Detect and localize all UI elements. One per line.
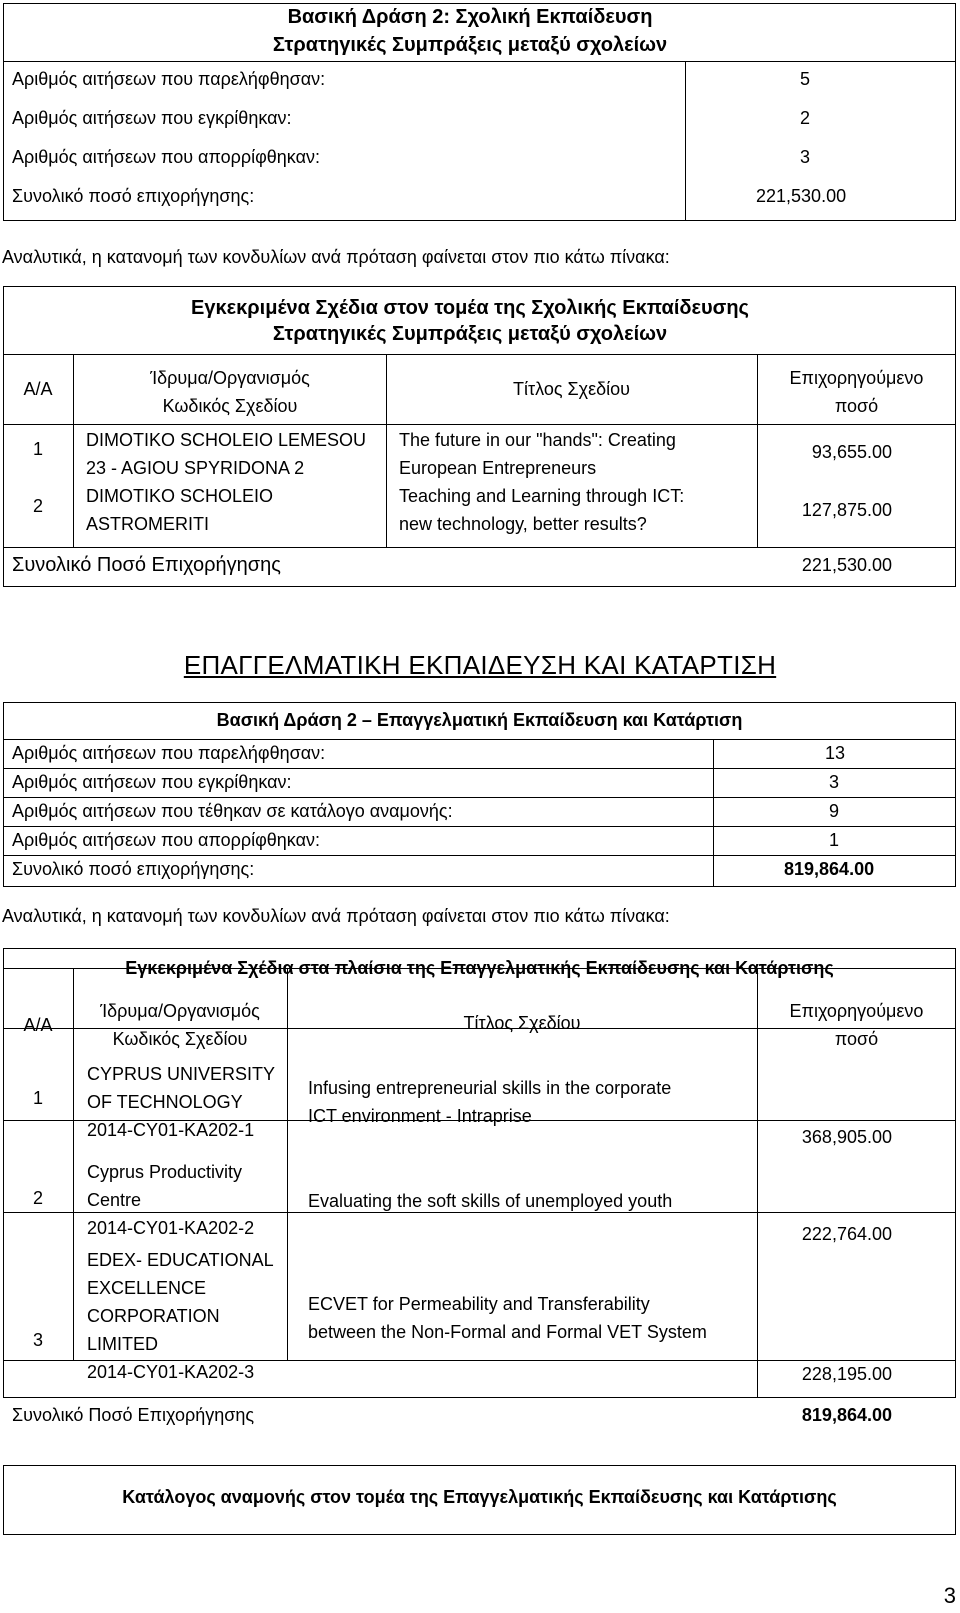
school-intro-text: Αναλυτικά, η κατανομή των κονδυλίων ανά πρόταση φαίνεται στον πιο κάτω πίνακα: xyxy=(2,247,670,267)
school-row-1-title: The future in our "hands": Creating European Entrepreneurs xyxy=(399,430,676,478)
school-summary-title-2: Στρατηγικές Συμπράξεις μεταξύ σχολείων xyxy=(272,34,668,56)
vet-header-aa: Α/Α xyxy=(23,1015,53,1035)
vet-row-1-aa: 1 xyxy=(32,1088,43,1108)
school-total-label: Συνολικό Ποσό Επιχορήγησης xyxy=(12,554,281,576)
school-summary-value-total: 221,530.00 xyxy=(756,186,847,206)
school-row-2-org: DIMOTIKO SCHOLEIO ASTROMERITI xyxy=(86,486,274,534)
vet-summary-value-received: 13 xyxy=(825,743,846,763)
vet-row-2-amount: 222,764.00 xyxy=(801,1224,892,1244)
school-summary-label-rejected: Αριθμός αιτήσεων που απορρίφθηκαν: xyxy=(12,147,320,167)
vet-summary-value-total: 819,864.00 xyxy=(784,859,875,879)
vet-row-2-title: Evaluating the soft skills of unemployed youth xyxy=(308,1191,673,1211)
school-summary-label-approved: Αριθμός αιτήσεων που εγκρίθηκαν: xyxy=(12,108,292,128)
vet-row-1-org: CYPRUS UNIVERSITY OF TECHNOLOGY 2014-CY01-KA202-1 xyxy=(87,1064,276,1140)
school-row-1-amount: 93,655.00 xyxy=(811,442,892,462)
vet-row-3-org: EDEX- EDUCATIONAL EXCELLENCE CORPORATION LIMITED 2014-CY01-KA202-3 xyxy=(87,1250,274,1382)
vet-row-3-title: ECVET for Permeability and Transferability between the Non-Formal and Formal VET System xyxy=(308,1294,707,1342)
vet-total-value: 819,864.00 xyxy=(801,1405,892,1425)
vet-header-amount: Επιχορηγούμενο ποσό xyxy=(789,1001,924,1049)
school-summary-value-approved: 2 xyxy=(800,108,811,128)
vet-table-title: Εγκεκριμένα Σχέδια στα πλαίσια της Επαγγελματικής Εκπαίδευσης και Κατάρτισης xyxy=(125,958,834,978)
school-row-2-title: Teaching and Learning through ICT: new technology, better results? xyxy=(399,486,685,534)
vet-summary-value-rejected: 1 xyxy=(829,830,840,850)
vet-header-org: Ίδρυμα/Οργανισμός Κωδικός Σχεδίου xyxy=(100,1001,260,1049)
vet-summary-label-waiting: Αριθμός αιτήσεων που τέθηκαν σε κατάλογο αναμονής: xyxy=(12,801,453,821)
vet-waiting-list-title: Κατάλογος αναμονής στον τομέα της Επαγγελματικής Εκπαίδευσης και Κατάρτισης xyxy=(122,1487,837,1507)
school-table-title-1: Εγκεκριμένα Σχέδια στον τομέα της Σχολικής Εκπαίδευσης xyxy=(191,297,749,319)
school-row-2-aa: 2 xyxy=(32,496,43,516)
vet-summary-label-approved: Αριθμός αιτήσεων που εγκρίθηκαν: xyxy=(12,772,292,792)
vet-summary-label-rejected: Αριθμός αιτήσεων που απορρίφθηκαν: xyxy=(12,830,320,850)
school-header-org: Ίδρυμα/Οργανισμός Κωδικός Σχεδίου xyxy=(150,368,310,416)
vet-summary-label-received: Αριθμός αιτήσεων που παρελήφθησαν: xyxy=(12,743,326,763)
school-header-aa: Α/Α xyxy=(23,379,53,399)
vet-row-1-amount: 368,905.00 xyxy=(801,1127,892,1147)
school-summary-value-rejected: 3 xyxy=(800,147,811,167)
school-total-value: 221,530.00 xyxy=(801,555,892,575)
vet-row-2-org: Cyprus Productivity Centre 2014-CY01-KA202-2 xyxy=(87,1162,255,1238)
vet-summary-value-waiting: 9 xyxy=(829,801,840,821)
vet-total-label: Συνολικό Ποσό Επιχορήγησης xyxy=(12,1405,255,1425)
school-summary-value-received: 5 xyxy=(800,69,811,89)
vet-row-1-title: Infusing entrepreneurial skills in the corporate ICT environment - Intraprise xyxy=(308,1078,672,1126)
page-number: 3 xyxy=(943,1583,956,1608)
vet-header-title: Τίτλος Σχεδίου xyxy=(463,1013,581,1033)
vet-row-3-aa: 3 xyxy=(32,1330,43,1350)
vet-summary-label-total: Συνολικό ποσό επιχορήγησης: xyxy=(12,859,255,879)
vet-row-2-aa: 2 xyxy=(32,1188,43,1208)
school-header-amount: Επιχορηγούμενο ποσό xyxy=(789,368,924,416)
school-table-title-2: Στρατηγικές Συμπράξεις μεταξύ σχολείων xyxy=(272,323,668,345)
vet-intro-text: Αναλυτικά, η κατανομή των κονδυλίων ανά πρόταση φαίνεται στον πιο κάτω πίνακα: xyxy=(2,906,670,926)
vet-section-heading: ΕΠΑΓΓΕΛΜΑΤΙΚΗ ΕΚΠΑΙΔΕΥΣΗ ΚΑΙ ΚΑΤΑΡΤΙΣΗ xyxy=(183,650,777,680)
school-summary-label-received: Αριθμός αιτήσεων που παρελήφθησαν: xyxy=(12,69,326,89)
vet-summary-title: Βασική Δράση 2 – Επαγγελματική Εκπαίδευση και Κατάρτιση xyxy=(216,710,743,730)
school-row-1-aa: 1 xyxy=(32,439,43,459)
vet-row-3-amount: 228,195.00 xyxy=(801,1364,892,1384)
school-summary-title-1: Βασική Δράση 2: Σχολική Εκπαίδευση xyxy=(287,6,653,28)
school-summary-label-total: Συνολικό ποσό επιχορήγησης: xyxy=(12,186,255,206)
school-row-1-org: DIMOTIKO SCHOLEIO LEMESOU 23 - AGIOU SPYRIDONA 2 xyxy=(86,430,367,478)
vet-summary-value-approved: 3 xyxy=(829,772,840,792)
school-row-2-amount: 127,875.00 xyxy=(801,500,892,520)
school-header-title: Τίτλος Σχεδίου xyxy=(513,379,630,399)
